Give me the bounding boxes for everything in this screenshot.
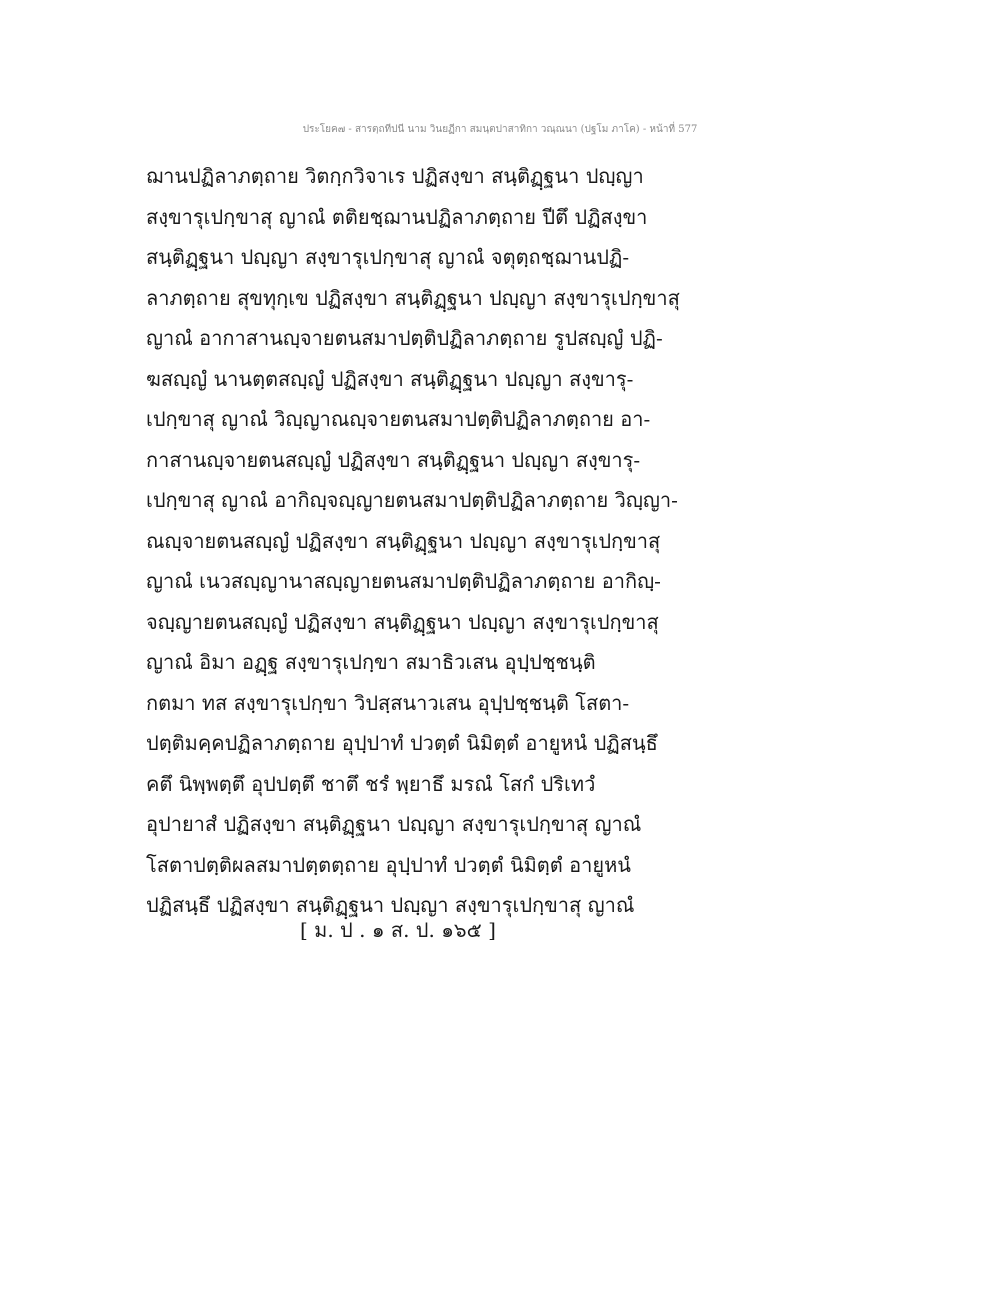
text-line: อุปายาสํ ปฏิสงฺขา สนฺติฏฺฐนา ปญฺญา สงฺขารุเปกฺขาสุ ญาณํ — [146, 812, 642, 836]
text-line: ปฏิสนฺธึ ปฏิสงฺขา สนฺติฏฺฐนา ปญฺญา สงฺขารุเปกฺขาสุ ญาณํ — [146, 893, 635, 917]
text-line: เปกฺขาสุ ญาณํ วิญฺญาณญฺจายตนสมาปตฺติปฏิลาภตฺถาย อา- — [146, 407, 651, 431]
text-line: โสตาปตฺติผลสมาปตฺตตฺถาย อุปฺปาทํ ปวตฺตํ นิมิตฺตํ อายูหนํ — [146, 852, 631, 877]
text-line: ณญฺจายตนสญฺญํ ปฏิสงฺขา สนฺติฏฺฐนา ปญฺญา สงฺขารุเปกฺขาสุ — [146, 528, 661, 553]
text-line: ญาณํ อากาสานญฺจายตนสมาปตฺติปฏิลาภตฺถาย รูปสญฺญํ ปฏิ- — [146, 326, 663, 350]
text-line: ญาณํ อิมา อฏฺฐ สงฺขารุเปกฺขา สมาธิวเสน อุปฺปชฺชนฺติ — [146, 650, 596, 674]
text-line: เปกฺขาสุ ญาณํ อากิญฺจญฺญายตนสมาปตฺติปฏิลาภตฺถาย วิญฺญา- — [146, 488, 678, 512]
running-header: ประโยค๗ - สารตฺถทีปนี นาม วินยฏีกา สมนฺตปาสาทิกา วณฺณนา (ปฐโม ภาโค) - หน้าที่ 577 — [302, 124, 698, 135]
text-line: สนฺติฏฺฐนา ปญฺญา สงฺขารุเปกฺขาสุ ญาณํ จตุตฺถชฺฌานปฏิ- — [146, 245, 630, 269]
source-reference: [ ม. ป . ๑ ส. ป. ๑๖๕ ] — [300, 918, 496, 942]
text-line: ฌานปฏิลาภตฺถาย วิตกฺกวิจาเร ปฏิสงฺขา สนฺติฏฺฐนา ปญฺญา — [146, 164, 644, 188]
text-line: สงฺขารุเปกฺขาสุ ญาณํ ตติยชฺฌานปฏิลาภตฺถาย ปีตึ ปฏิสงฺขา — [146, 204, 648, 229]
text-line: ลาภตฺถาย สุขทุกฺเข ปฏิสงฺขา สนฺติฏฺฐนา ปญฺญา สงฺขารุเปกฺขาสุ — [146, 285, 680, 310]
text-line: ปตฺติมคฺคปฏิลาภตฺถาย อุปฺปาทํ ปวตฺตํ นิมิตฺตํ อายูหนํ ปฏิสนฺธึ — [146, 731, 658, 755]
text-line: ญาณํ เนวสญฺญานาสญฺญายตนสมาปตฺติปฏิลาภตฺถาย อากิญฺ- — [146, 569, 661, 593]
main-text-block — [146, 156, 680, 926]
text-line: กตมา ทส สงฺขารุเปกฺขา วิปสฺสนาวเสน อุปฺปชฺชนฺติ โสตา- — [146, 690, 630, 715]
text-line: กาสานญฺจายตนสญฺญํ ปฏิสงฺขา สนฺติฏฺฐนา ปญฺญา สงฺขารุ- — [146, 447, 641, 472]
text-line: คตึ นิพฺพตฺตึ อุปปตฺตึ ชาตึ ชรํ พฺยาธึ มรณํ โสกํ ปริเทวํ — [146, 771, 596, 796]
text-line: จญฺญายตนสญฺญํ ปฏิสงฺขา สนฺติฏฺฐนา ปญฺญา สงฺขารุเปกฺขาสุ — [146, 609, 659, 634]
text-line: ฆสญฺญํ นานตฺตสญฺญํ ปฏิสงฺขา สนฺติฏฺฐนา ปญฺญา สงฺขารุ- — [146, 366, 634, 391]
